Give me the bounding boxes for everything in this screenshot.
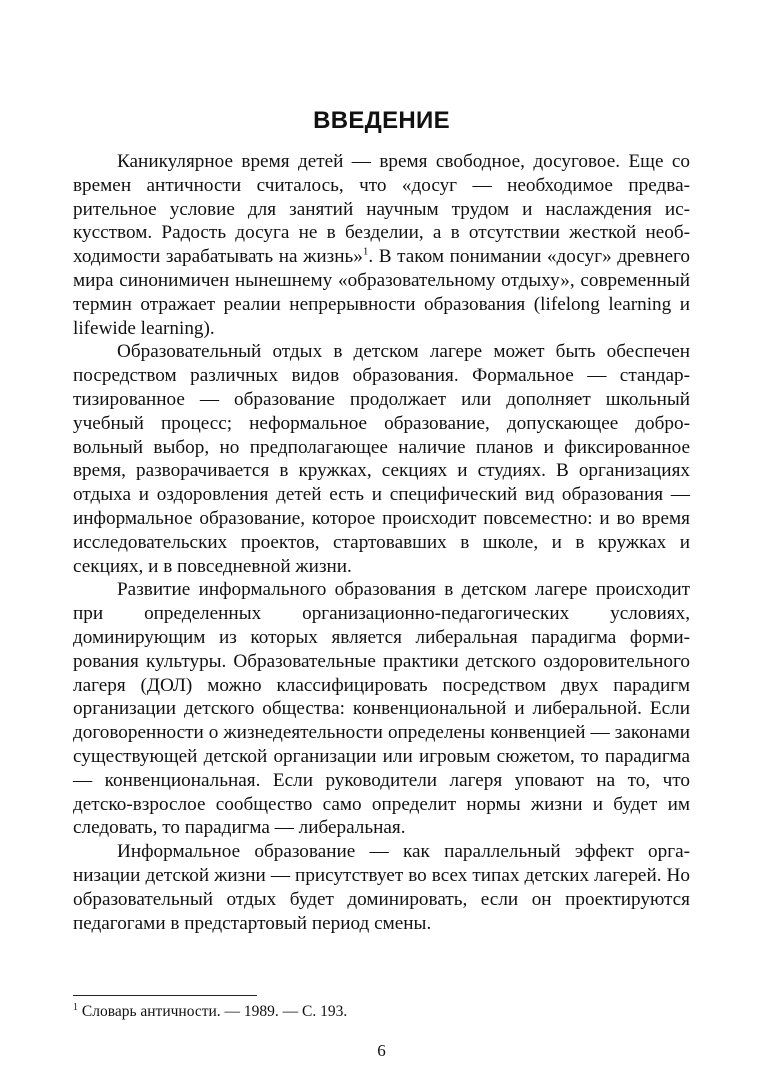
- footnote-reference[interactable]: 1: [362, 245, 369, 258]
- paragraph-1-text-continued: . В таком понимании «досуг» древнего мира синонимичен нынешнему «образовательному отдыху», современный термин отражает реалии непрерывности образования (lifelong learning и lifewide learning).: [73, 246, 690, 339]
- paragraph-1-text: Каникулярное время детей — время свободное, досуговое. Еще со времен античности считалось, что «досуг — необходимое предварительное условие для занятий научным трудом и наслаждения искусством. Радость досуга не в безделии, а в отсутствии жесткой необходимости зарабатывать на жизнь»: [73, 151, 690, 268]
- footnote-text: Словарь античности. — 1989. — С. 193.: [78, 1003, 348, 1020]
- footnote-mark: 1: [73, 1001, 78, 1013]
- body-text: [73, 150, 690, 935]
- footnote-divider: [73, 995, 257, 996]
- paragraph-2: Образовательный отдых в детском лагере может быть обеспечен посредством различных видов образования. Формальное — стандартизированное — образование продолжает или дополняет школьный учебный процесс; неформальное образование, допускающее добровольный выбор, но предполагающее наличие планов и фиксированное время, разворачивается в кружках, секциях и студиях. В организациях отдыха и оздоровления детей есть и специфический вид образования — информальное образование, которое происходит повсеместно: и во время исследовательских проектов, стартовавших в школе, и в кружках и секциях, и в повседневной жизни.: [73, 341, 690, 577]
- paragraph-4: Информальное образование — как параллельный эффект организации детской жизни — присутствует во всех типах детских лагерей. Но образовательный отдых будет доминировать, если он проектируются педагогами в предстартовый период смены.: [73, 841, 690, 934]
- paragraph-1: [73, 150, 690, 340]
- page-number: 6: [377, 1041, 386, 1060]
- footnote: [73, 1002, 690, 1022]
- paragraph-3: Развитие информального образования в детском лагере происходит при определенных организационно-педагогических условиях, доминирующим из которых является либеральная парадигма формирования культуры. Образовательные практики детского оздоровительного лагеря (ДОЛ) можно классифицировать посредством двух парадигм организации детского общества: конвенциональной и либеральной. Если договоренности о жизнедеятельности определены конвенцией — законами существующей детской организации или игровым сюжетом, то парадигма — конвенциональная. Если руководители лагеря уповают на то, что детско-взрослое сообщество само определит нормы жизни и будет им следовать, то парадигма — либеральная.: [73, 579, 690, 839]
- page-title: ВВЕДЕНИЕ: [313, 107, 450, 134]
